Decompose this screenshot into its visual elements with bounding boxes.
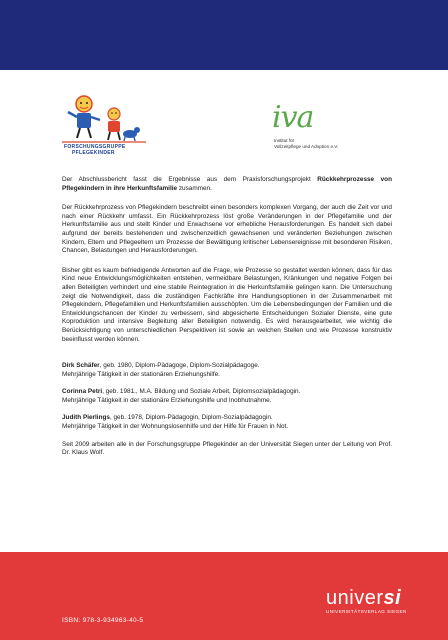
publisher-word-a: univer <box>326 587 384 609</box>
paragraph-1: Der Rückkehrprozess von Pflegekindern beschreibt einen besonders komplexen Vorgang, der auch die Zeit vor und nach einer Rückkehr umfasst. Ein Rückkehrprozess löst große Veränderungen in der Pflegefamilie und der Herkunftsfamilie aus und stellt Kinder und Erwachsene vor erhebliche Herausforderungen. Es handelt sich dabei aufgrund der bereits bestehenden und zwischenzeitlich gewachsenen und veränderten Beziehungen zwischen Kindern, Eltern und Pflegeeltern um Prozesse der Bewältigung kritischer Lebensereignisse mit besonderen Risiken, Chancen, Belastungen und Herausforderungen. <box>62 204 392 255</box>
children-drawing-icon <box>62 92 146 144</box>
fpk-line1: FORSCHUNGSGRUPPE <box>64 144 126 150</box>
publisher-wordmark <box>326 588 426 608</box>
publisher-subtitle: UNIVERSITÄTSVERLAG SIEGEN <box>326 609 407 614</box>
author-experience: Mehrjährige Tätigkeit in der stationären Erziehungshilfe. <box>62 370 220 378</box>
lead-paragraph <box>62 176 392 193</box>
lead-title: Rückkehrprozesse von Pflegekindern in ihre Herkunftsfamilie <box>62 176 392 192</box>
lead-pre: Der Abschlussbericht fasst die Ergebnisse aus dem Praxisforschungsprojekt <box>62 176 318 183</box>
closing-paragraph: Seit 2009 arbeiten alle in der Forschungsgruppe Pflegekinder an der Universität Siegen unter der Leitung von Prof. Dr. Klaus Wolf. <box>62 440 392 457</box>
author-petri <box>62 388 392 405</box>
top-color-band <box>0 0 448 70</box>
author-experience: Mehrjährige Tätigkeit in der Wohnungslosenhilfe und der Hilfe für Frauen in Not. <box>62 423 289 431</box>
isbn-number: ISBN: 978-3-934963-40-5 <box>62 617 144 624</box>
iva-line1: Institut für <box>274 138 295 143</box>
forschungsgruppe-caption <box>64 144 125 156</box>
iva-caption <box>274 138 384 150</box>
publisher-logo <box>326 588 426 614</box>
forschungsgruppe-logo <box>62 92 146 162</box>
iva-line2: Vollzeitpflege und Adoption e.V. <box>274 144 339 149</box>
author-name: Corinna Petri <box>62 388 103 396</box>
publisher-word-b: si <box>383 587 402 609</box>
author-info: , geb. 1978, Diplom-Pädagogin, Diplom-Sozialpädagogin. <box>109 414 273 422</box>
author-info: , geb. 1980, Diplom-Pädagoge, Diplom-Sozialpädagoge. <box>99 362 260 370</box>
paragraph-2: Bisher gibt es kaum befriedigende Antworten auf die Frage, wie Prozesse so gestaltet werden können, dass für das Kind neue Entwicklungsmöglichkeiten entstehen, vermeidbare Belastungen, Kränkungen und negative Folgen bei allen Beteiligten verhindert und eine stabile Reintegration in die Herkunftsfamilie gelingen kann. Die Untersuchung zeigt die Notwendigkeit, dass die zuständigen Fachkräfte ihre Handlungsoptionen in der Zusammenarbeit mit Pflegekindern, Pflegefamilien und Herkunftsfamilien ausschöpfen. Um die Lebensbedingungen der Familien und die Entwicklungschancen der Kinder zu verbessern, sind abgesicherte Entscheidungen Sozialer Dienste, eine gute Koproduktion und intensive Begleitung aller Beteiligten notwendig. Es wird herausgearbeitet, wie wichtig die Berücksichtigung von unterschiedlichen Perspektiven ist sowie an welchen Stellen und wie Prozesse konstruktiv beeinflusst werden können. <box>62 266 392 343</box>
lead-post: zusammen. <box>177 184 212 192</box>
author-name: Judith Pierlings <box>62 414 110 422</box>
fpk-line2: PFLEGEKINDER <box>72 150 115 156</box>
iva-logo <box>272 100 382 160</box>
iva-wordmark: iva <box>272 100 314 135</box>
back-cover-text <box>62 176 392 469</box>
author-name: Dirk Schäfer <box>62 362 100 370</box>
author-info: , geb. 1981., M.A. Bildung und Soziale Arbeit, Diplomsozialpädagogin. <box>102 388 301 396</box>
author-schaefer <box>62 362 392 379</box>
author-pierlings <box>62 414 392 431</box>
author-experience: Mehrjährige Tätigkeit in der stationäre Erziehungshilfe und Inobhutnahme. <box>62 396 272 404</box>
